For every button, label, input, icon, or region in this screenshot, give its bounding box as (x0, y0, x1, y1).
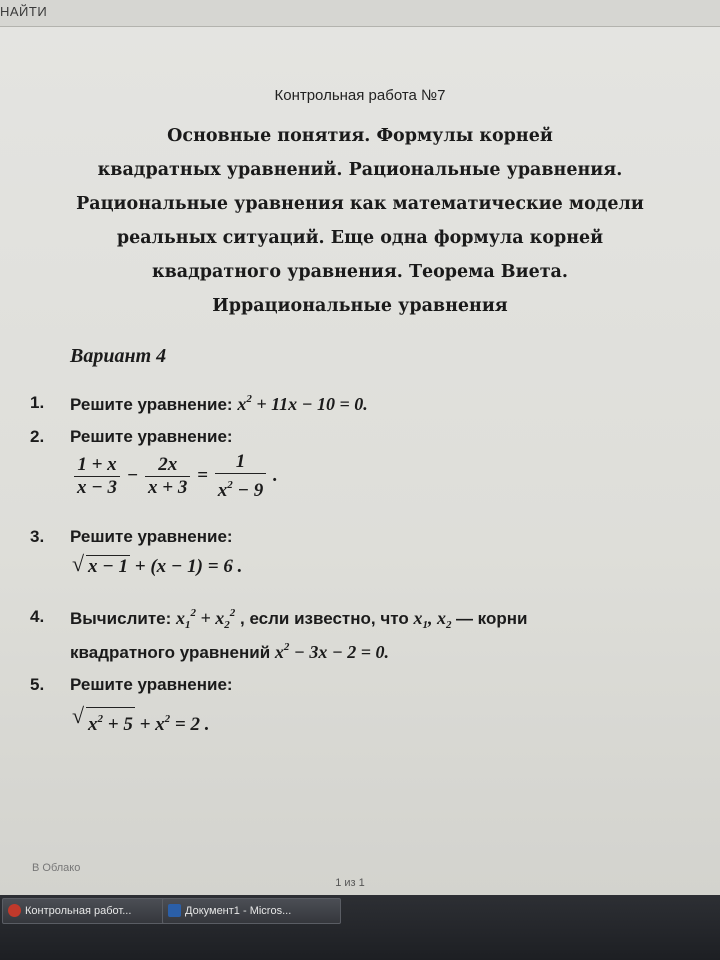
task-text: Решите уравнение: (70, 675, 233, 694)
task-text: — корни (455, 609, 528, 628)
title-line: квадратных уравнений. Рациональные уравнения. (97, 160, 623, 180)
roots-label: $x_1$, $x_2$ (413, 608, 452, 631)
equation-5: √ $x^2 + 5 + x^2 = 2$ . (72, 703, 210, 735)
title-line: Рациональные уравнения как математические модели (76, 194, 644, 214)
browser-icon (8, 904, 21, 917)
equation-1: $x^2 + 11x - 10 = 0$. (237, 393, 368, 414)
page-indicator: 1 из 1 (335, 877, 365, 889)
title-line: Основные понятия. Формулы корней (167, 126, 553, 146)
title-line: реальных ситуаций. Еще одна формула корней (116, 228, 604, 248)
title-line: Иррациональные уравнения (212, 296, 508, 316)
expression-sum-squares: $x_1^2 + x_2^2$ (176, 607, 236, 631)
task-number: 5. (30, 675, 45, 694)
find-button[interactable]: НАЙТИ (0, 4, 48, 19)
task-text: Вычислите: (70, 609, 172, 628)
document-page (0, 27, 720, 895)
equation-4: $x^2 - 3x - 2 = 0$. (274, 641, 389, 662)
variant-label: Вариант 4 (70, 345, 167, 367)
document-header: Контрольная работа №7 (274, 87, 446, 104)
browser-toolbar (0, 0, 720, 27)
task-text: Решите уравнение: (70, 427, 233, 446)
task-number: 4. (30, 607, 45, 626)
task-number: 1. (30, 393, 45, 412)
taskbar-item-label: Контрольная работ... (25, 905, 132, 917)
task-text: Решите уравнение: (70, 395, 233, 414)
task-text: Решите уравнение: (70, 527, 233, 546)
title-line: квадратного уравнения. Теорема Виета. (152, 262, 568, 282)
equation-2: $\frac{1 + x}{x - 3}$ − $\frac{2x}{x + 3}$ = $\frac{1}{x^2 - 9}$ . (72, 451, 278, 502)
equation-3: √ x − 1 + (x − 1) = 6 . (72, 551, 243, 577)
task-number: 3. (30, 527, 45, 546)
taskbar-item-word[interactable] (162, 898, 341, 924)
word-icon (168, 904, 181, 917)
task-text: , если известно, что (240, 609, 409, 628)
taskbar-item-browser[interactable] (2, 898, 176, 924)
cloud-save-link[interactable]: В Облако (32, 862, 81, 874)
task-text: квадратного уравнений (70, 643, 271, 662)
taskbar-item-label: Документ1 - Micros... (185, 905, 292, 917)
document-title (20, 119, 700, 323)
taskbar (0, 895, 720, 960)
task-number: 2. (30, 427, 45, 446)
